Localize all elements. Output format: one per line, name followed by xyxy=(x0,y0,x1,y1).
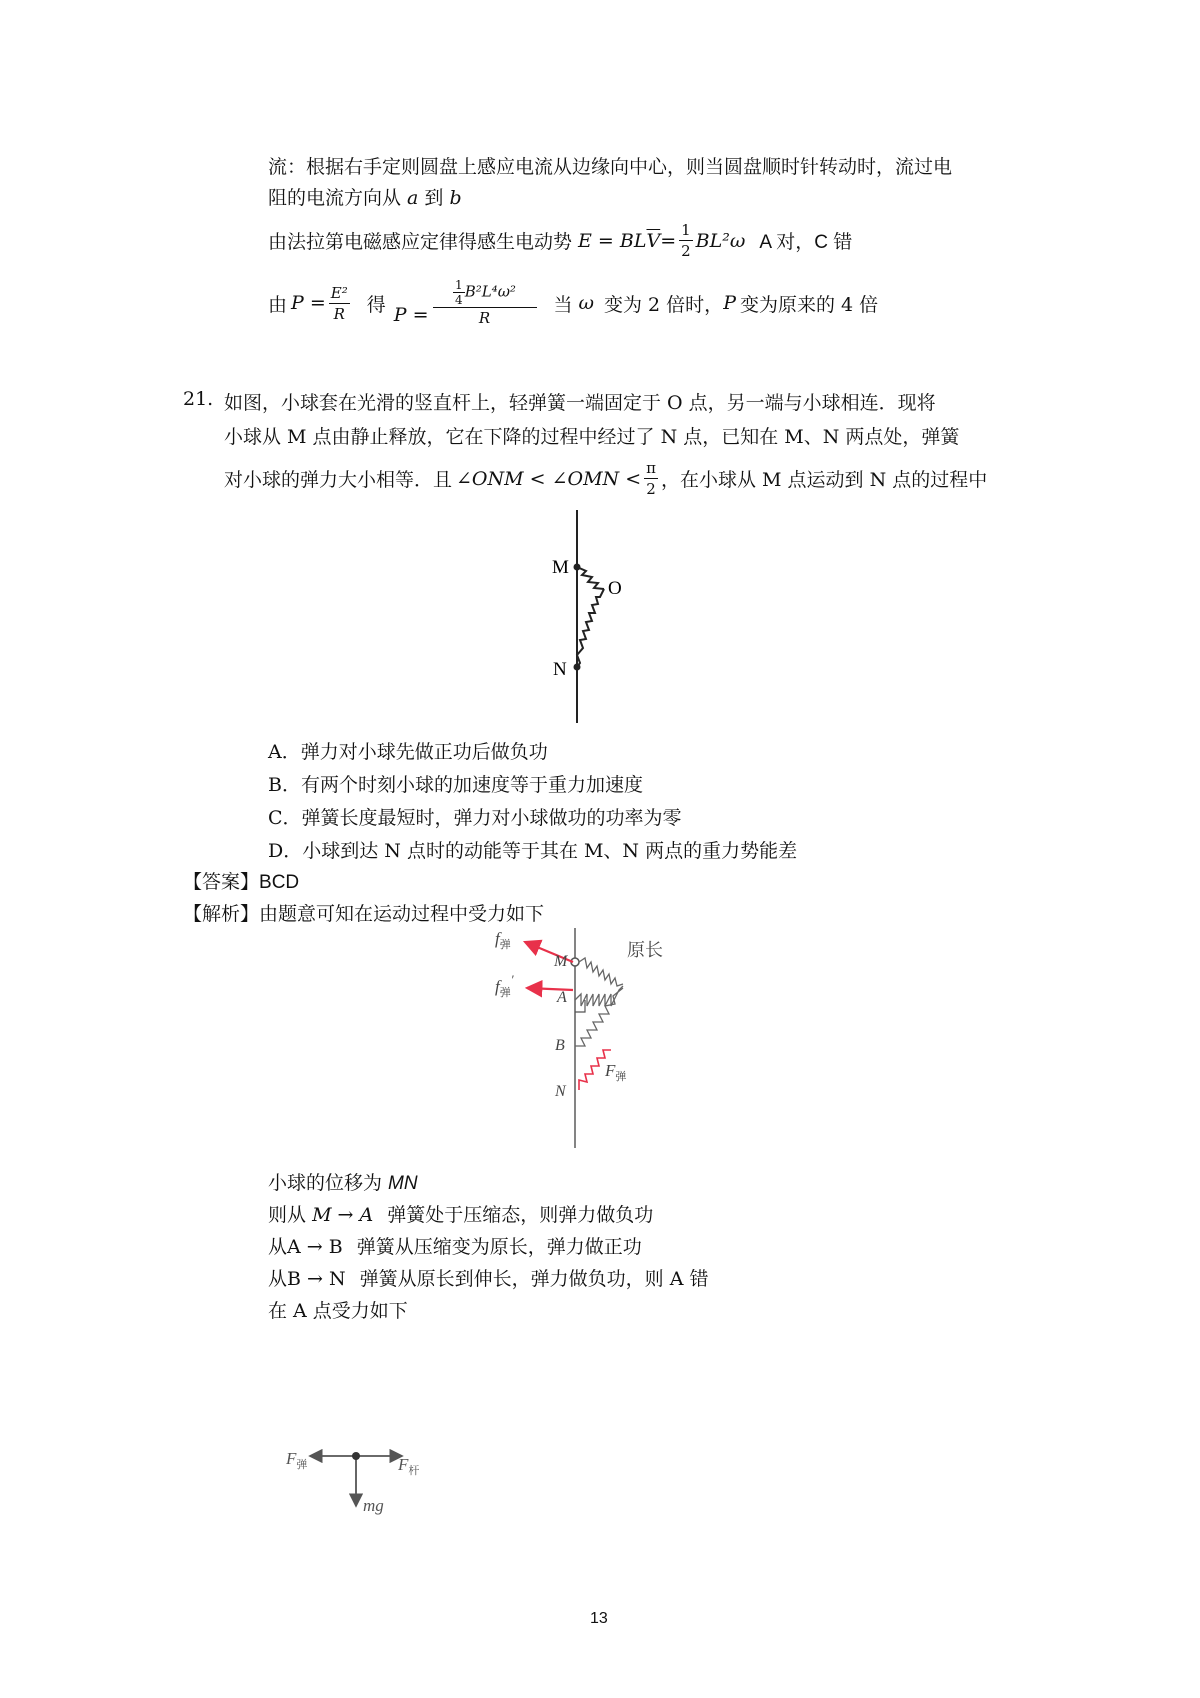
point-a: a xyxy=(407,187,419,209)
analysis-line-1 xyxy=(268,1168,418,1195)
question-line-2: 小球从 M 点由静止释放，它在下降的过程中经过了 N 点，已知在 M、N 两点处，弹簧 xyxy=(224,426,960,448)
pi-fraction xyxy=(644,458,658,499)
power-tail-a: 变为 2 倍时， xyxy=(604,293,724,316)
label-f-prime: $f_弹'$ xyxy=(495,972,514,999)
spring-upper xyxy=(577,567,604,589)
emf-fraction xyxy=(679,220,693,261)
pi-frac-num: π xyxy=(646,459,656,477)
emf-vbar: $\overline{V}$ xyxy=(646,229,661,252)
ball-m xyxy=(574,564,581,571)
question-number: 21. xyxy=(183,388,214,410)
angle-inequality: ∠ONM < ∠OMN < xyxy=(456,467,642,490)
spring-at-a xyxy=(575,986,623,1006)
emf-rhs: BL²ω xyxy=(695,229,746,252)
power-inner-num: 1 xyxy=(455,278,463,292)
question-line-3-pre: 对小球的弹力大小相等．且 xyxy=(224,469,453,491)
emf-frac-den: 2 xyxy=(681,242,691,260)
analysis-label: 【解析】 xyxy=(183,903,260,925)
displacement-mn: MN xyxy=(388,1173,418,1194)
spring-at-m xyxy=(579,958,623,986)
option-d: D．小球到达 N 点时的动能等于其在 M、N 两点的重力势能差 xyxy=(268,840,798,862)
point-b: b xyxy=(449,187,462,209)
analysis-line-3-post: 弹簧从压缩变为原长，弹力做正功 xyxy=(356,1236,642,1258)
label-f-left: $F_弹$ xyxy=(286,1449,308,1471)
power-big-fraction xyxy=(433,278,537,328)
power-inner-fraction xyxy=(453,278,465,307)
question-line-3 xyxy=(224,458,987,499)
power-inner-rest: B²L⁴ω² xyxy=(464,282,516,301)
label-b: B xyxy=(555,1037,565,1054)
label-m: M xyxy=(552,557,569,578)
ball-n xyxy=(574,664,581,671)
ball-a xyxy=(352,1452,360,1460)
label-big-f: $F_弹$ xyxy=(605,1061,627,1083)
figure-force-analysis xyxy=(495,928,715,1153)
power-when: 当 xyxy=(553,293,573,316)
option-c: C．弹簧长度最短时，弹力对小球做功的功率为零 xyxy=(268,807,682,829)
label-f-spring: $f_弹$ xyxy=(495,929,511,951)
solution-line-1 xyxy=(268,152,952,179)
power-frac-den: R xyxy=(333,304,345,323)
power-omega: ω xyxy=(578,292,595,314)
solution-line-2 xyxy=(268,183,462,210)
emf-lhs: E = BL xyxy=(578,229,647,252)
label-mg: mg xyxy=(363,1496,384,1515)
faraday-text: 由法拉第电磁感应定律得感生电动势 xyxy=(268,231,573,253)
power-big-num xyxy=(433,278,537,308)
answer-value: BCD xyxy=(259,872,300,893)
analysis-heading xyxy=(183,899,544,926)
label-o: O xyxy=(608,578,622,599)
solution-line-3 xyxy=(268,220,852,261)
analysis-line-3-pre: 从 xyxy=(268,1236,288,1258)
power-frac-num: E² xyxy=(330,283,348,302)
figure-spring-rod xyxy=(540,505,650,730)
emf-equals: = xyxy=(660,229,677,252)
analysis-line-2-math: M → A xyxy=(312,1204,374,1226)
analysis-intro: 由题意可知在运动过程中受力如下 xyxy=(259,903,545,925)
emf-frac-num: 1 xyxy=(681,221,691,239)
label-a: A xyxy=(557,989,567,1006)
analysis-line-5: 在 A 点受力如下 xyxy=(268,1300,408,1322)
answer-line xyxy=(183,867,299,894)
solution-line-1-text: 流：根据右手定则圆盘上感应电流从边缘向中心，则当圆盘顺时针转动时，流过电 xyxy=(268,156,953,178)
spring-lower xyxy=(577,589,604,667)
label-f-right: $F_杆$ xyxy=(398,1455,420,1477)
analysis-line-4 xyxy=(268,1264,708,1291)
direction-mid: 到 xyxy=(418,187,450,209)
displacement-text: 小球的位移为 xyxy=(268,1172,389,1194)
figure-forces-at-a xyxy=(280,1430,450,1520)
analysis-line-4-pre: 从 xyxy=(268,1268,288,1290)
direction-prefix: 阻的电流方向从 xyxy=(268,187,408,209)
analysis-line-4-post: 弹簧从原长到伸长，弹力做负功，则 A 错 xyxy=(359,1268,709,1290)
power-big-den: R xyxy=(478,309,491,327)
option-b: B．有两个时刻小球的加速度等于重力加速度 xyxy=(268,774,643,796)
answer-label: 【答案】 xyxy=(183,871,260,893)
label-n-2: N xyxy=(555,1083,566,1100)
power-fraction xyxy=(329,283,350,324)
label-n: N xyxy=(553,659,567,680)
question-line-1: 如图，小球套在光滑的竖直杆上，轻弹簧一端固定于 O 点，另一端与小球相连．现将 xyxy=(224,392,936,414)
solution-line-4 xyxy=(268,278,878,328)
page-number: 13 xyxy=(590,1610,608,1627)
power-tail-p: P xyxy=(723,292,736,314)
analysis-line-2 xyxy=(268,1200,653,1227)
power-p2: P = xyxy=(393,304,429,326)
emf-verdict: A 对，C 错 xyxy=(759,232,853,253)
power-get: 得 xyxy=(366,293,386,316)
label-original-length: 原长 xyxy=(627,940,663,960)
analysis-line-2-pre: 则从 xyxy=(268,1204,307,1226)
power-inner-den: 4 xyxy=(455,293,463,307)
analysis-line-3-math: A → B xyxy=(287,1236,343,1258)
analysis-line-3 xyxy=(268,1232,642,1259)
pi-frac-den: 2 xyxy=(646,480,656,498)
analysis-line-4-math: B → N xyxy=(287,1268,346,1290)
power-p: P = xyxy=(291,292,326,314)
power-tail-b: 变为原来的 4 倍 xyxy=(739,293,879,316)
label-m-2: M xyxy=(554,953,568,970)
analysis-line-2-post: 弹簧处于压缩态，则弹力做负功 xyxy=(387,1204,654,1226)
power-prefix: 由 xyxy=(268,293,288,316)
question-line-3-post: ，在小球从 M 点运动到 N 点的过程中 xyxy=(661,469,988,491)
option-a: A．弹力对小球先做正功后做负功 xyxy=(268,741,548,763)
